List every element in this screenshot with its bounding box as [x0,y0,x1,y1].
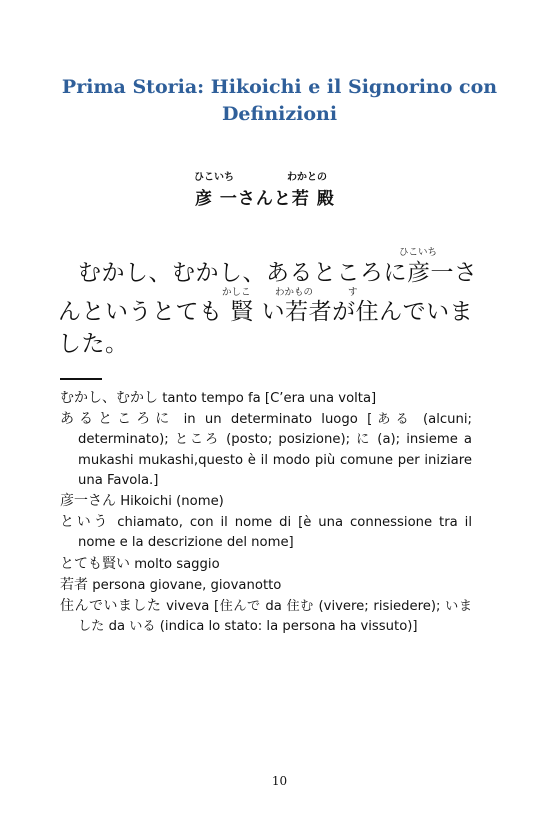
glossary-definition: in un determinato luogo [ある (alcuni; determinato); ところ (posto; posizione); に (a); insieme a mukashi mukashi,questo è il modo più comune per iniziare una Favola.] [78,412,472,488]
story-ruby-su: す [348,287,358,298]
glossary-term: 住んでいました [60,598,162,615]
glossary [60,388,472,637]
glossary-term: 若者 [60,576,88,593]
story-ruby-kashiko: かしこ [222,287,251,298]
subtitle: 彦 一さんと若 殿 [195,189,335,209]
story-ruby-hikoichi: ひこいち [399,247,438,258]
story-line-3: した。 [58,331,129,357]
glossary-term: とても賢い [60,555,130,572]
story-line-1: むかし、むかし、あるところに彦一さ [78,260,478,286]
story-line-2: んというとても 賢 い若者が住んでいま [58,299,474,325]
page-number: 10 [271,774,288,788]
glossary-entry [60,554,472,575]
glossary-definition: viveva [住んで da 住む (vivere; risiedere); いました da いる (indica lo stato: la persona ha vissuto)] [78,599,473,635]
subtitle-ruby-wakatono: わかとの [287,172,327,183]
story-ruby-wakamono: わかもの [275,287,314,298]
glossary-entry [60,575,472,596]
glossary-entry [60,491,472,512]
glossary-term: 彦一さん [60,493,116,510]
title-line-1: Prima Storia: Hikoichi e il Signorino con [61,76,498,98]
glossary-term: あるところに [60,411,175,428]
glossary-definition: persona giovane, giovanotto [92,577,282,593]
glossary-entry [60,596,472,637]
glossary-entry [60,409,472,491]
glossary-definition: tanto tempo fa [C’era una volta] [162,391,377,406]
glossary-definition: Hikoichi (nome) [120,494,224,510]
subtitle-ruby-hikoichi: ひこいち [194,172,234,183]
glossary-definition: chiamato, con il nome di [è una connessione tra il nome e la descrizione del nome] [78,515,472,551]
glossary-entry [60,388,472,409]
glossary-term: という [60,514,111,531]
footnote-divider [60,378,102,380]
page-title [60,74,499,128]
glossary-entry [60,512,472,553]
glossary-definition: molto saggio [134,556,220,572]
title-line-2: Definizioni [221,103,338,125]
glossary-term: むかし、むかし [60,390,158,406]
